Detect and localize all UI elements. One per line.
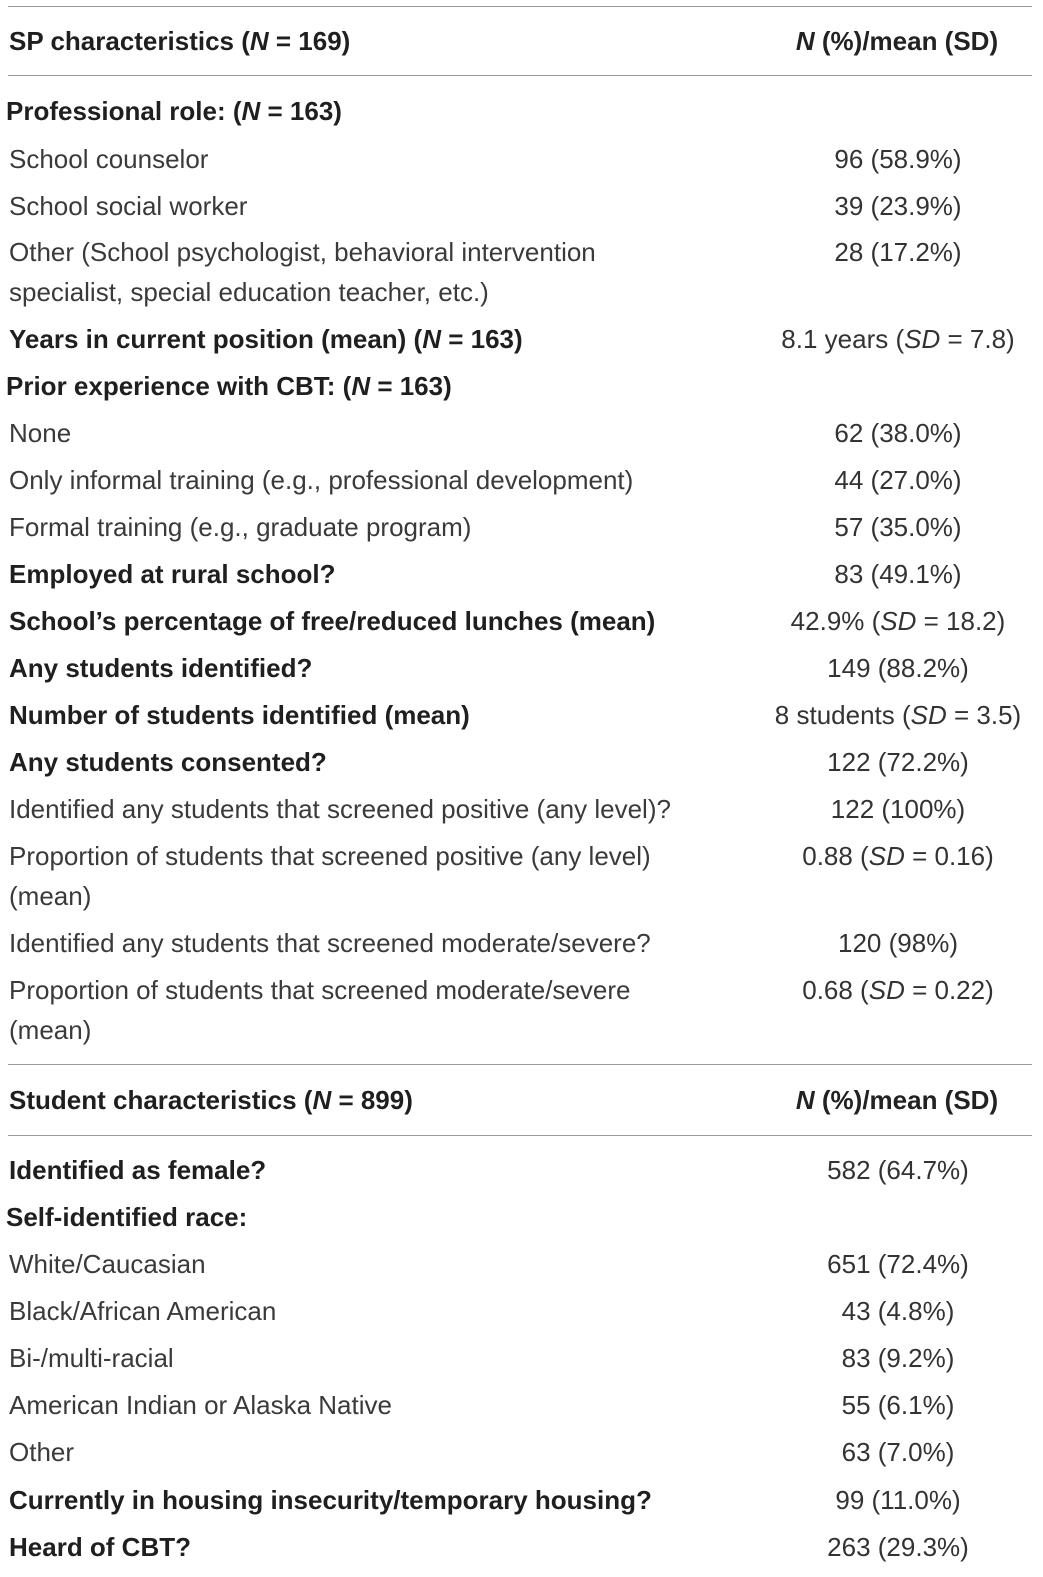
row-label: Black/African American	[9, 1296, 277, 1326]
row-label-line1: Other (School psychologist, behavioral intervention	[9, 237, 596, 267]
group-label: Professional role: (N = 163)	[6, 96, 342, 126]
row-value: 0.88 (SD = 0.16)	[802, 841, 994, 871]
row-value: 43 (4.8%)	[841, 1296, 955, 1326]
row-label-line2: specialist, special education teacher, etc.)	[9, 277, 489, 307]
row-value: 83 (9.2%)	[841, 1343, 955, 1373]
row-label: American Indian or Alaska Native	[9, 1390, 392, 1420]
row-label: Formal training (e.g., graduate program)	[9, 512, 472, 542]
row-value: 120 (98%)	[838, 928, 958, 958]
row-label: School’s percentage of free/reduced lunches (mean)	[9, 606, 656, 636]
group-label: Self-identified race:	[6, 1202, 248, 1232]
row-value: 99 (11.0%)	[835, 1485, 961, 1515]
column-header-value: N (%)/mean (SD)	[795, 26, 999, 56]
row-label-line1: Proportion of students that screened positive (any level)	[9, 841, 651, 871]
column-header-label: Student characteristics (N = 899)	[9, 1085, 413, 1115]
row-value: 149 (88.2%)	[827, 653, 969, 683]
section-rule	[8, 1064, 1032, 1065]
row-value: 44 (27.0%)	[834, 465, 962, 495]
row-label: Any students consented?	[9, 747, 327, 777]
row-label: Identified any students that screened moderate/severe?	[9, 928, 651, 958]
table-top-rule	[8, 6, 1032, 7]
row-label-line1: Proportion of students that screened moderate/severe	[9, 975, 631, 1005]
row-value: 8.1 years (SD = 7.8)	[781, 324, 1015, 354]
row-label: School social worker	[9, 191, 248, 221]
header-rule	[8, 1135, 1032, 1136]
row-value: 0.68 (SD = 0.22)	[802, 975, 994, 1005]
row-label: Years in current position (mean) (N = 163)	[9, 324, 523, 354]
row-value: 651 (72.4%)	[827, 1249, 969, 1279]
row-label: Heard of CBT?	[9, 1532, 191, 1562]
row-value: 83 (49.1%)	[834, 559, 962, 589]
row-label: Identified any students that screened positive (any level)?	[9, 794, 671, 824]
header-rule	[8, 75, 1032, 76]
row-label: Bi-/multi-racial	[9, 1343, 174, 1373]
row-value: 8 students (SD = 3.5)	[774, 700, 1022, 730]
row-value: 62 (38.0%)	[834, 418, 962, 448]
row-label: Number of students identified (mean)	[9, 700, 470, 730]
row-label: None	[9, 418, 72, 448]
row-label: Other	[9, 1437, 75, 1467]
row-value: 122 (100%)	[830, 794, 966, 824]
row-label: Employed at rural school?	[9, 559, 336, 589]
row-value: 263 (29.3%)	[827, 1532, 969, 1562]
row-label: White/Caucasian	[9, 1249, 206, 1279]
row-label: Any students identified?	[9, 653, 313, 683]
row-value: 28 (17.2%)	[834, 237, 962, 267]
row-value: 63 (7.0%)	[841, 1437, 955, 1467]
row-label: Currently in housing insecurity/temporary housing?	[9, 1485, 652, 1515]
row-value: 96 (58.9%)	[834, 144, 962, 174]
row-value: 122 (72.2%)	[827, 747, 969, 777]
row-value: 582 (64.7%)	[827, 1155, 969, 1185]
row-label-line2: (mean)	[9, 1015, 92, 1045]
row-value: 42.9% (SD = 18.2)	[790, 606, 1006, 636]
row-value: 55 (6.1%)	[841, 1390, 955, 1420]
row-label-line2: (mean)	[9, 881, 92, 911]
row-label: School counselor	[9, 144, 209, 174]
group-label: Prior experience with CBT: (N = 163)	[6, 371, 452, 401]
column-header-value: N (%)/mean (SD)	[795, 1085, 999, 1115]
row-value: 39 (23.9%)	[834, 191, 962, 221]
row-value: 57 (35.0%)	[834, 512, 962, 542]
row-label: Only informal training (e.g., professional development)	[9, 465, 634, 495]
column-header-label: SP characteristics (N = 169)	[9, 26, 351, 56]
row-label: Identified as female?	[9, 1155, 267, 1185]
